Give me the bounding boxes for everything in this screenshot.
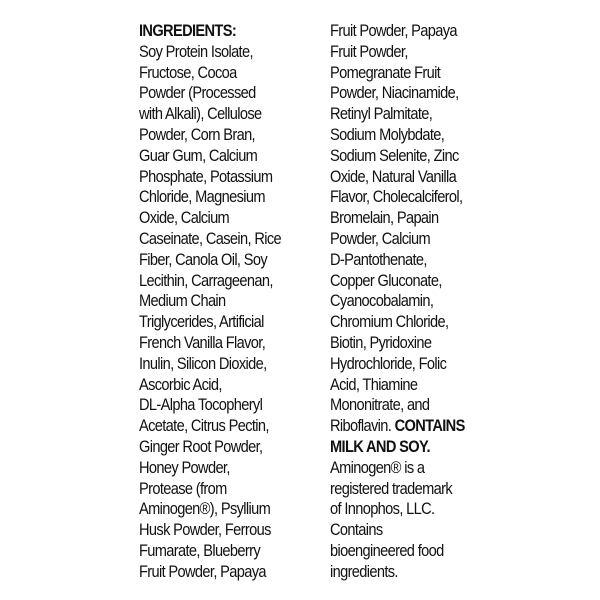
footer-line: registered trademark [330, 478, 452, 498]
ingredient-line: Fructose, Cocoa [139, 62, 237, 82]
footer-line: bioengineered food [330, 540, 444, 560]
ingredient-line: Fiber, Canola Oil, Soy [139, 249, 268, 269]
ingredient-line: Protease (from [139, 478, 227, 498]
ingredient-line: Ascorbic Acid, [139, 374, 222, 394]
ingredient-line: with Alkali), Cellulose [139, 104, 262, 124]
ingredient-line: Copper Gluconate, [330, 270, 442, 290]
ingredient-line: Fruit Powder, [330, 41, 408, 61]
ingredient-line: Oxide, Natural Vanilla [330, 166, 457, 186]
ingredient-line: Powder (Processed [139, 83, 256, 103]
riboflavin-contains-line [330, 416, 465, 437]
ingredient-line: Sodium Selenite, Zinc [330, 145, 459, 165]
riboflavin-text: Riboflavin. [330, 416, 392, 436]
ingredient-line: Bromelain, Papain [330, 208, 439, 228]
ingredient-line: D-Pantothenate, [330, 249, 427, 269]
ingredient-line: Retinyl Palmitate, [330, 104, 433, 124]
footer-line: of Innophos, LLC. [330, 499, 435, 519]
allergen-statement: MILK AND SOY. [330, 436, 430, 456]
ingredient-line: Powder, Niacinamide, [330, 83, 459, 103]
ingredient-line: Medium Chain [139, 291, 226, 311]
ingredient-line: Powder, Corn Bran, [139, 124, 255, 144]
ingredient-line: Pomegranate Fruit [330, 62, 441, 82]
ingredient-line: Lecithin, Carrageenan, [139, 270, 273, 290]
footer-line: Aminogen® is a [330, 457, 425, 477]
ingredient-line: Ginger Root Powder, [139, 436, 263, 456]
ingredient-line: French Vanilla Flavor, [139, 332, 266, 352]
ingredient-line: Triglycerides, Artificial [139, 312, 264, 332]
ingredient-line: Oxide, Calcium [139, 208, 230, 228]
ingredient-line: Inulin, Silicon Dioxide, [139, 353, 267, 373]
ingredient-line: Acid, Thiamine [330, 374, 418, 394]
ingredient-line: Sodium Molybdate, [330, 124, 445, 144]
ingredient-line: Biotin, Pyridoxine [330, 332, 432, 352]
allergen-contains-text: CONTAINS [394, 416, 465, 436]
ingredient-line: Aminogen®), Psyllium [139, 499, 271, 519]
ingredient-line: DL-Alpha Tocopheryl [139, 395, 263, 415]
footer-line: ingredients. [330, 561, 398, 581]
ingredient-line: Hydrochloride, Folic [330, 353, 447, 373]
ingredient-line: Honey Powder, [139, 457, 230, 477]
ingredient-line: Chloride, Magnesium [139, 187, 265, 207]
ingredient-line: Mononitrate, and [330, 395, 430, 415]
ingredient-line: Acetate, Citrus Pectin, [139, 416, 269, 436]
ingredient-line: Cyanocobalamin, [330, 291, 434, 311]
ingredient-line: Fumarate, Blueberry [139, 540, 261, 560]
ingredient-line: Powder, Calcium [330, 228, 431, 248]
ingredient-line: Soy Protein Isolate, [139, 41, 253, 61]
ingredient-line: Caseinate, Casein, Rice [139, 228, 282, 248]
ingredient-line: Fruit Powder, Papaya [139, 561, 266, 581]
ingredient-line: Phosphate, Potassium [139, 166, 273, 186]
right-column [330, 21, 465, 583]
left-column [139, 21, 281, 583]
ingredient-line: Chromium Chloride, [330, 312, 449, 332]
ingredient-line: Fruit Powder, Papaya [330, 21, 457, 40]
ingredient-line: Husk Powder, Ferrous [139, 520, 271, 540]
ingredients-heading: INGREDIENTS: [139, 21, 237, 40]
ingredient-line: Guar Gum, Calcium [139, 145, 258, 165]
footer-line: Contains [330, 520, 383, 540]
ingredient-line: Flavor, Cholecalciferol, [330, 187, 463, 207]
